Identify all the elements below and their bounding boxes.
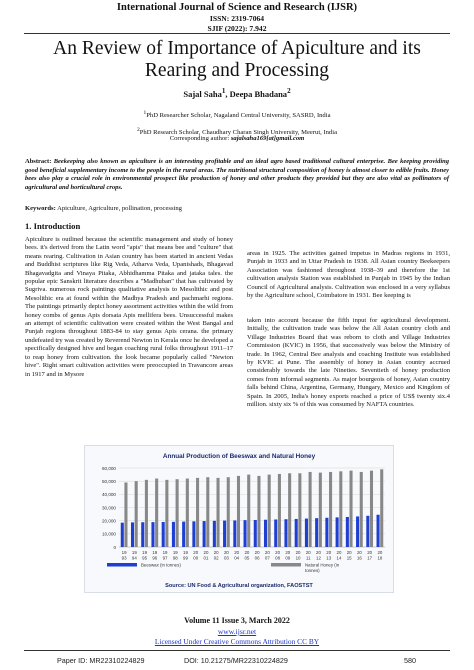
bar-beeswax xyxy=(121,523,124,547)
x-tick-label-top: 20 xyxy=(367,550,373,555)
x-tick-label-top: 20 xyxy=(213,550,219,555)
y-tick-label: 60,000 xyxy=(101,465,116,471)
bar-honey xyxy=(349,471,352,547)
x-tick-label-top: 19 xyxy=(162,550,168,555)
chart-svg xyxy=(85,446,393,592)
y-tick-label: 0 xyxy=(113,544,116,550)
corresponding-email: sajalsaha169[at]gmail.com xyxy=(230,135,305,142)
bar-honey xyxy=(145,480,148,547)
issn: ISSN: 2319-7064 xyxy=(209,14,265,23)
x-tick-label-top: 20 xyxy=(336,550,342,555)
chart-source: Source: UN Food & Agricultural organization, FAOSTST xyxy=(165,583,313,589)
x-tick-label-top: 19 xyxy=(121,550,127,555)
bar-beeswax xyxy=(151,522,154,547)
bar-honey xyxy=(135,481,138,547)
y-tick-label: 30,000 xyxy=(101,505,116,511)
bar-honey xyxy=(124,482,127,547)
author-1-sup: 1 xyxy=(221,87,226,95)
bar-honey xyxy=(186,479,189,547)
affiliation-1-sup: 1 xyxy=(143,110,147,116)
footer-rule xyxy=(24,650,450,651)
legend-swatch-honey xyxy=(271,563,301,567)
x-tick-label-bottom: 98 xyxy=(172,555,178,561)
bar-beeswax xyxy=(254,520,257,547)
x-tick-label-top: 20 xyxy=(275,550,281,555)
x-tick-label-bottom: 16 xyxy=(356,555,362,561)
x-tick-label-bottom: 99 xyxy=(183,555,188,561)
left-column-text: Apiculture is outlined because the scientific management and study of honey bees. it's derived from the Latin word "apis" that means bee and "culture" that means rearing. Cultivation in Asian country has been started in ancient Vedas and Buddhist scriptures like Rig Veda, Atharva Veda, Upanishads, Bhagavad Bhagavadgita and Vinaya Pitaka, Abhidhamma Pitaka and jataka tales. the popular epic Sanskrit literature describes a "Madhuban" that has cultivated by Sugriva. numerous rock paintings qualitative analysis to Mesolithic and post Mesolithic era at found within the Madhya Pradesh and pachmarhi regions. The paintings primarily depict honey assortment activities within the wild from honey combs of genus Apis dorsata Apis mellifera bees. Unsuccessful makes an attempt of scientific cultivation were created within the West Bangal and Punjab regions throughout 1883-84 to stay genus Apis cerana. the primary undefeated try was created by Reverend Newton in Kerala once he developed a specifically designed hive and began coaching rural folks throughout 1911–17 to reap honey from cultivation. the look became popularly called "Newton hive". Right smart cultivation activities were preoccupied in Travancore areas in 1917 and in Mysore xyxy=(25,236,234,378)
x-axis-ticks xyxy=(122,550,383,561)
bar-honey xyxy=(268,475,271,547)
legend-label-beeswax: Beeswax (in tonnes) xyxy=(141,562,181,568)
corresponding-label: Corresponding author: xyxy=(169,135,231,142)
y-tick-label: 20,000 xyxy=(101,518,116,524)
affiliation-2-text: PhD Research Scholar, Chaudhary Charan Singh University, Meerut, India xyxy=(139,129,337,137)
bar-beeswax xyxy=(336,517,339,547)
keywords-label: Keywords: xyxy=(25,205,56,212)
x-tick-label-top: 20 xyxy=(316,550,321,555)
x-tick-label-bottom: 12 xyxy=(316,555,321,561)
author-separator: , xyxy=(225,88,230,99)
footer-license-link[interactable]: Licensed Under Creative Commons Attribution CC BY xyxy=(154,637,320,646)
title-line-2: Rearing and Processing xyxy=(144,60,330,81)
bar-beeswax xyxy=(233,520,236,547)
bar-beeswax xyxy=(223,521,226,547)
bar-beeswax xyxy=(346,517,349,547)
chart-legend xyxy=(107,563,340,574)
x-tick-label-bottom: 97 xyxy=(162,555,168,561)
affiliation-1 xyxy=(0,109,474,121)
x-tick-label-top: 20 xyxy=(295,550,301,555)
bar-honey xyxy=(360,472,363,547)
x-tick-label-top: 20 xyxy=(193,550,199,555)
bar-honey xyxy=(227,477,230,547)
bar-honey xyxy=(176,479,179,547)
x-tick-label-bottom: 11 xyxy=(305,555,311,561)
x-tick-label-bottom: 10 xyxy=(295,555,301,561)
x-tick-label-top: 20 xyxy=(285,550,291,555)
bar-beeswax xyxy=(182,522,185,547)
x-tick-label-bottom: 05 xyxy=(244,555,250,561)
y-tick-label: 10,000 xyxy=(101,531,116,537)
x-tick-label-top: 20 xyxy=(264,550,270,555)
legend-label-honey-line2: tonnes) xyxy=(305,568,320,573)
chart-grid xyxy=(119,468,385,547)
x-tick-label-bottom: 01 xyxy=(203,555,209,561)
legend-swatch-beeswax xyxy=(107,563,137,567)
bar-beeswax xyxy=(141,522,144,547)
abstract-text: Beekeeping also known as apiculture is an interesting profitable and an ideal agro based traditional cultural enterprise. Bee keeping providing good beneficial supplementary income to the people in the rural areas. The nutritional structural composition of honey is almost closer to edible fruits. Honey bees also play a crucial role in environmental prospect like production of honey and other products they provided but they are also vital as pollinators of agricultural and horticultural crops. xyxy=(25,158,449,191)
y-tick-label: 50,000 xyxy=(101,478,116,484)
bar-beeswax xyxy=(244,520,247,547)
bar-honey xyxy=(247,475,250,547)
x-tick-label-bottom: 08 xyxy=(275,555,281,561)
bar-honey xyxy=(339,471,342,547)
x-tick-label-top: 19 xyxy=(172,550,178,555)
title-line-1: An Review of Importance of Apiculture and its xyxy=(53,38,421,59)
x-tick-label-bottom: 95 xyxy=(142,555,148,561)
x-tick-label-bottom: 93 xyxy=(121,555,127,561)
journal-name: International Journal of Science and Research (IJSR) xyxy=(116,2,358,13)
x-tick-label-top: 20 xyxy=(326,550,332,555)
bar-beeswax xyxy=(131,522,134,547)
keywords xyxy=(25,205,182,212)
bar-honey xyxy=(298,473,301,547)
bar-honey xyxy=(216,478,219,547)
bar-honey xyxy=(380,469,383,547)
bar-honey xyxy=(206,477,209,547)
corresponding-author xyxy=(0,135,474,144)
author-2: Deepa Bhadana xyxy=(229,88,288,99)
keywords-text: Apiculture, Agriculture, pollination, processing xyxy=(55,205,182,212)
section-heading-introduction: 1. Introduction xyxy=(25,221,81,231)
x-tick-label-top: 20 xyxy=(234,550,240,555)
bar-honey xyxy=(155,479,158,547)
x-tick-label-bottom: 03 xyxy=(223,555,229,561)
bar-beeswax xyxy=(264,520,267,547)
bar-beeswax xyxy=(315,518,318,547)
bar-beeswax xyxy=(172,522,175,547)
page-number: 580 xyxy=(404,656,416,665)
bar-beeswax xyxy=(162,522,165,547)
bar-honey xyxy=(196,478,199,547)
bar-beeswax xyxy=(377,515,380,547)
abstract xyxy=(25,158,449,192)
x-tick-label-top: 20 xyxy=(377,550,383,555)
right-column-rest-text: taken into account because the fifth input for agricultural development. Initially, the cultivation trade was below the All Asian country cloth and Village Industries Board that was reborn to cloth and Village Industries Commission (KVIC) in 1956, that successively was below the Ministry of trade. In 1962, Central Bee analysis and coaching Institute was established by KVIC at Pune. The assembly of honey in Asian country accrued considerably towards the late Nineties. Seventieth of honey production comes from informal segments. As major bourgeois of honey, Asian country falls behind China, Argentina, Germany, Hungary, Mexico and Kingdom of Spain. In 2005, India's honey exports reached a price of US$ twenty six.4 million. sixty six % of this was consumed by NAFTA countries. xyxy=(247,317,450,409)
paper-title xyxy=(0,38,474,82)
doi: DOI: 10.21275/MR22310224829 xyxy=(184,656,288,665)
x-tick-label-top: 20 xyxy=(356,550,362,555)
footer-volume: Volume 11 Issue 3, March 2022 xyxy=(184,616,290,625)
x-tick-label-top: 20 xyxy=(254,550,260,555)
bar-honey xyxy=(288,473,291,547)
x-tick-label-top: 19 xyxy=(152,550,158,555)
chart-title: Annual Production of Beeswax and Natural Honey xyxy=(162,453,316,460)
bar-honey xyxy=(165,480,168,547)
x-tick-label-top: 20 xyxy=(346,550,352,555)
author-2-sup: 2 xyxy=(287,87,291,95)
x-tick-label-top: 19 xyxy=(142,550,148,555)
x-tick-label-top: 20 xyxy=(305,550,311,555)
footer-site-link[interactable]: www.ijsr.net xyxy=(217,627,257,636)
x-tick-label-top: 20 xyxy=(203,550,209,555)
x-tick-label-bottom: 04 xyxy=(234,555,240,561)
x-tick-label-bottom: 07 xyxy=(264,555,270,561)
author-list xyxy=(0,87,474,99)
x-tick-label-bottom: 06 xyxy=(254,555,260,561)
y-axis-ticks xyxy=(102,466,117,550)
right-column-top-text: areas in 1925. The activities gained impetus in Madras regions in 1931, Punjab in 1933 and in Uttar Pradesh in 1938. All Asian country Beekeepers Association was fashioned throughout 1938–39 and therefore the 1st cultivation analysis Station was established in Punjab in 1945 by the Indian Council of Agricultural analysis. Cultivation was enclosed in a very syllabus by the Agriculture school, Coimbatore in 1931. Bee keeping is xyxy=(247,250,450,300)
header-rule xyxy=(24,33,450,34)
x-tick-label-bottom: 96 xyxy=(152,555,158,561)
bar-beeswax xyxy=(203,521,206,547)
bar-honey xyxy=(257,476,260,547)
author-1: Sajal Saha xyxy=(183,88,222,99)
x-tick-label-bottom: 02 xyxy=(213,555,219,561)
y-tick-label: 40,000 xyxy=(101,492,116,498)
legend-label-honey: Natural Honey (in xyxy=(305,562,340,568)
x-tick-label-bottom: 13 xyxy=(326,555,332,561)
x-tick-label-bottom: 94 xyxy=(131,555,137,561)
x-tick-label-top: 20 xyxy=(244,550,250,555)
x-tick-label-top: 19 xyxy=(183,550,188,555)
x-tick-label-bottom: 00 xyxy=(193,555,199,561)
bar-honey xyxy=(237,476,240,547)
sjif: SJIF (2022): 7.942 xyxy=(207,24,267,33)
x-tick-label-bottom: 15 xyxy=(346,555,352,561)
x-tick-label-bottom: 17 xyxy=(367,555,373,561)
honey-beeswax-chart xyxy=(84,445,394,593)
bar-beeswax xyxy=(305,519,308,547)
bar-beeswax xyxy=(325,518,328,547)
x-tick-label-bottom: 09 xyxy=(285,555,291,561)
bar-honey xyxy=(319,473,322,547)
bar-beeswax xyxy=(192,521,195,547)
affiliation-2-sup: 2 xyxy=(136,127,140,133)
x-tick-label-top: 19 xyxy=(131,550,137,555)
x-tick-label-top: 20 xyxy=(223,550,229,555)
bar-honey xyxy=(370,471,373,547)
bar-honey xyxy=(329,472,332,547)
bar-honey xyxy=(278,474,281,547)
bar-honey xyxy=(309,472,312,547)
bar-beeswax xyxy=(356,516,359,547)
bar-beeswax xyxy=(274,519,277,547)
abstract-label: Abstract: xyxy=(25,158,52,165)
paper-id: Paper ID: MR22310224829 xyxy=(57,656,145,665)
bar-beeswax xyxy=(295,519,298,547)
bar-beeswax xyxy=(366,516,369,547)
x-tick-label-bottom: 14 xyxy=(336,555,342,561)
affiliation-1-text: PhD Researcher Scholar, Nagaland Central University, SASRD, India xyxy=(146,112,331,120)
bar-beeswax xyxy=(284,519,287,547)
bar-beeswax xyxy=(213,521,216,547)
x-tick-label-bottom: 18 xyxy=(377,555,383,561)
